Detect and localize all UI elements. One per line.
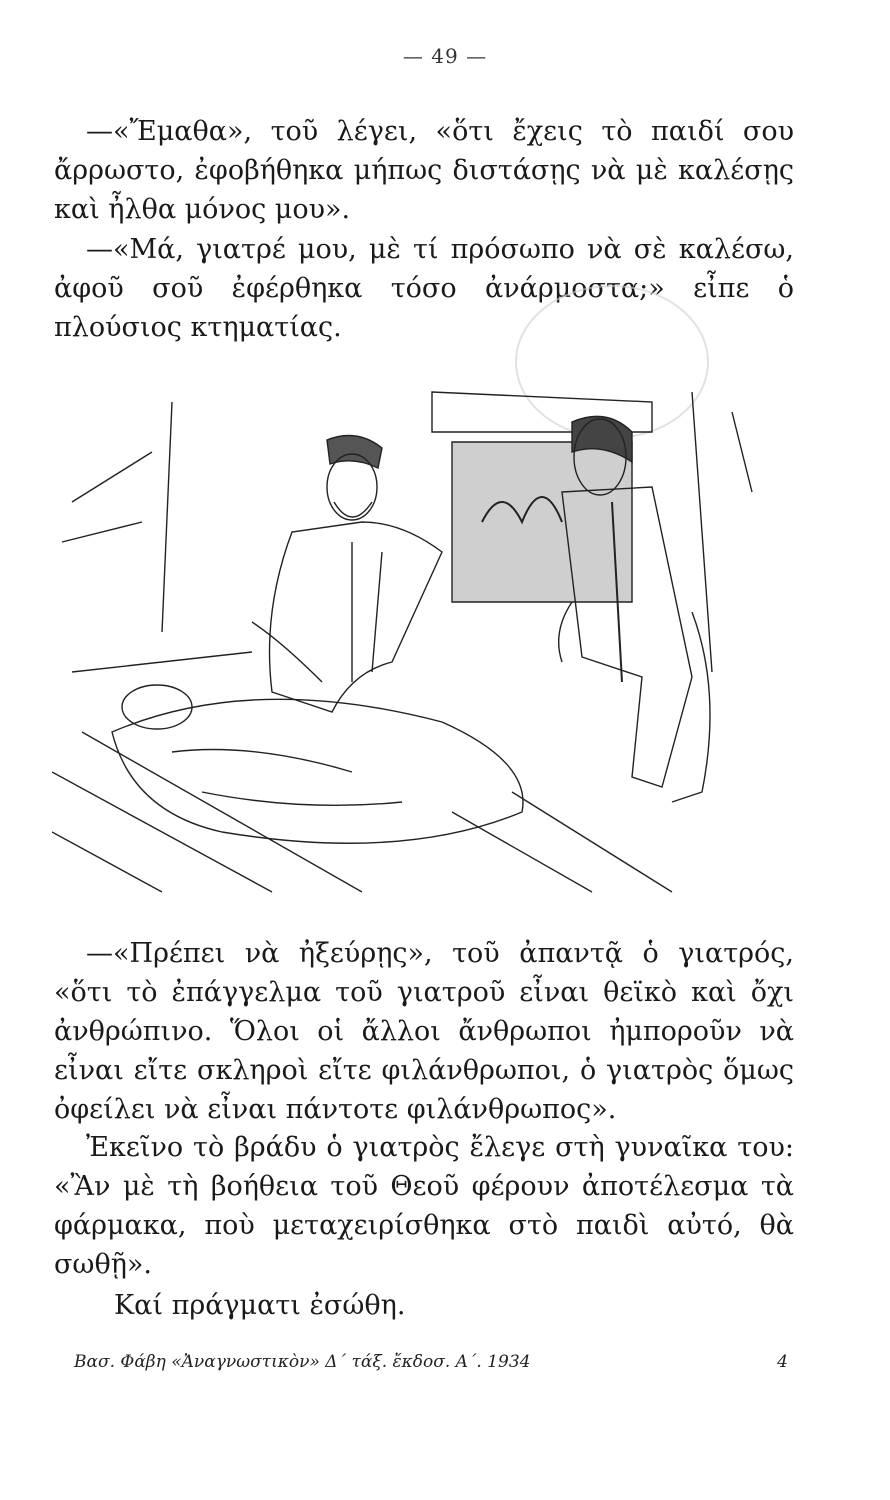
- page-footer: [74, 1352, 794, 1372]
- page-number: — 49 —: [402, 44, 488, 68]
- paragraph-5: Καί πράγματι ἐσώθη.: [114, 1290, 406, 1321]
- paragraph-1: —«Ἔμαθα», τοῦ λέγει, «ὅτι ἔχεις τὸ παιδί σου ἄρρωστο, ἐφοβήθηκα μήπως διστάσῃς νὰ μὲ καλέσῃς καὶ ἦλθα μόνος μου».: [54, 116, 794, 225]
- paragraph-4: Ἐκεῖνο τὸ βράδυ ὁ γιατρὸς ἔλεγε στὴ γυναῖκα του: «Ἂν μὲ τὴ βοήθεια τοῦ Θεοῦ φέρουν ἀποτέλεσμα τὰ φάρμακα, ποὺ μεταχειρίσθηκα στὸ παιδὶ αὐτό, θὰ σωθῇ».: [54, 1132, 794, 1280]
- paragraph-2: —«Μά, γιατρέ μου, μὲ τί πρόσωπο νὰ σὲ καλέσω, ἀφοῦ σοῦ ἐφέρθηκα τόσο ἀνάρμοστα;» εἶπε ὁ πλούσιος κτηματίας.: [54, 234, 794, 343]
- footer-folio: 4: [777, 1352, 788, 1372]
- floor-lines: [52, 732, 672, 892]
- paragraph-3: —«Πρέπει νὰ ἠξεύρῃς», τοῦ ἀπαντᾷ ὁ γιατρός, «ὅτι τὸ ἐπάγγελμα τοῦ γιατροῦ εἶναι θεϊκὸ καὶ ὄχι ἀνθρώπινο. Ὅλοι οἱ ἄλλοι ἄνθρωποι ἠμποροῦν νὰ εἶναι εἴτε σκληροὶ εἴτε φιλάνθρωποι, ὁ γιατρὸς ὅμως ὀφείλει νὰ εἶναι πάντοτε φιλάνθρωπος».: [54, 938, 794, 1125]
- footer-citation: Βασ. Φάβη «Ἀναγνωστικὸν» Δ΄ τάξ. ἔκδοσ. Α΄. 1934: [74, 1352, 531, 1372]
- sick-child-figure: [112, 685, 523, 843]
- illustration-sick-child: [52, 372, 792, 904]
- old-man-figure: [252, 436, 442, 713]
